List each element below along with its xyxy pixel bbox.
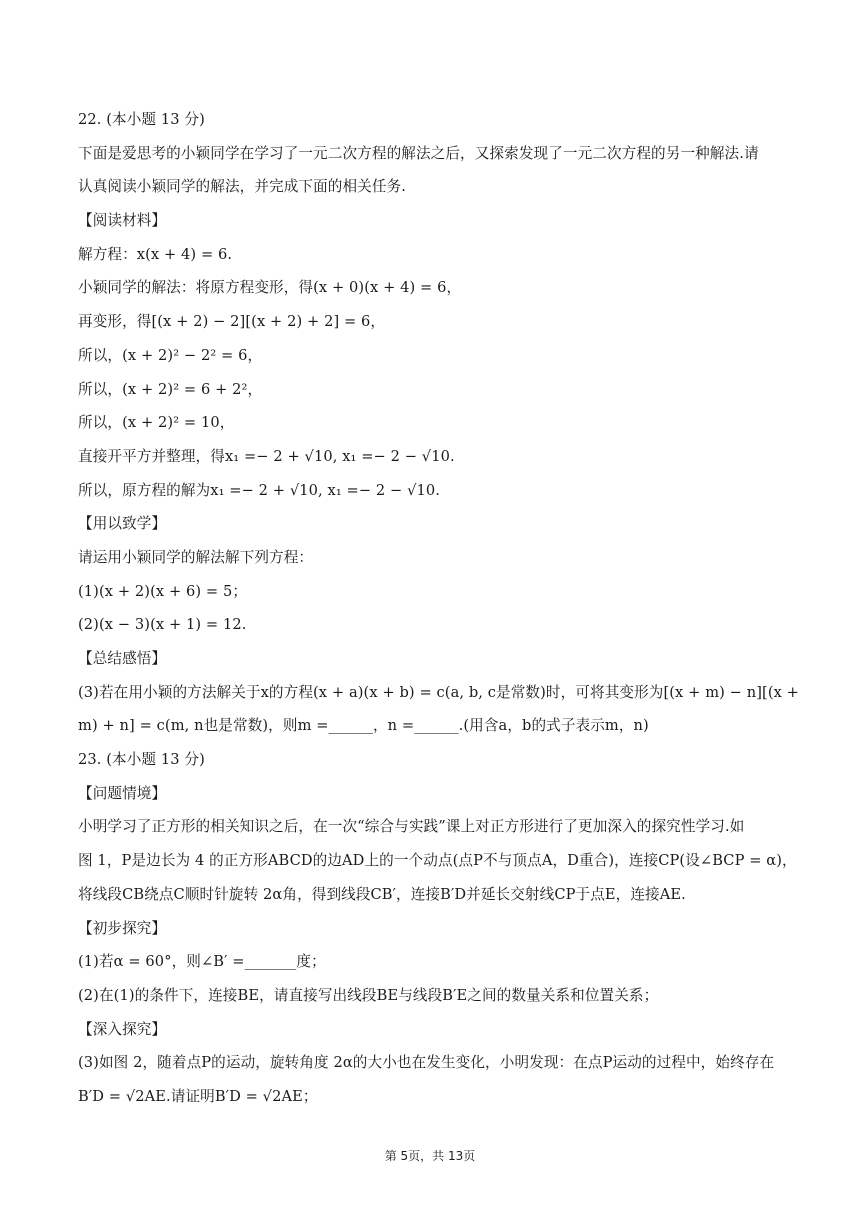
section-heading-deep-exploration: 【深入探究】 [78,1020,167,1038]
task-1: (1)(x + 2)(x + 6) = 5； [78,582,248,600]
q23-task-2: (2)在(1)的条件下，连接BE，请直接写出线段BE与线段B′E之间的数量关系和位置关系； [78,986,659,1004]
question-23-context-line-3: 将线段CB绕点C顺时针旋转 2α角，得到线段CB′，连接B′D并延长交射线CP于点E，连接AE. [78,885,686,903]
solution-step-6: 直接开平方并整理，得x₁ =− 2 + √10, x₁ =− 2 − √10. [78,447,455,465]
question-22-intro-line-1: 下面是爱思考的小颖同学在学习了一元二次方程的解法之后，又探索发现了一元二次方程的另一种解法.请 [78,144,759,162]
page-content [78,110,800,1121]
solution-step-3: 所以，(x + 2)² − 2² = 6， [78,346,263,364]
equation-statement: 解方程：x(x + 4) = 6. [78,245,233,263]
section-heading-reading-material: 【阅读材料】 [78,212,167,230]
apply-instruction: 请运用小颖同学的解法解下列方程： [78,548,314,566]
solution-conclusion: 所以，原方程的解为x₁ =− 2 + √10, x₁ =− 2 − √10. [78,481,441,499]
task-2: (2)(x − 3)(x + 1) = 12. [78,616,247,634]
solution-step-1: 小颖同学的解法：将原方程变形，得(x + 0)(x + 4) = 6， [78,279,462,297]
question-23-context-line-1: 小明学习了正方形的相关知识之后，在一次“综合与实践”课上对正方形进行了更加深入的探究性学习.如 [78,818,745,836]
question-22-header: 22. (本小题 13 分) [78,111,205,128]
task-3-line-1: (3)若在用小颖的方法解关于x的方程(x + a)(x + b) = c(a, b, c是常数)时，可将其变形为[(x + m) − n][(x + [78,683,800,701]
section-heading-problem-context: 【问题情境】 [78,784,167,802]
q23-task-1: (1)若α = 60°，则∠B′ =_______度； [78,953,326,971]
q23-task-3-line-2: B′D = √2AE.请证明B′D = √2AE； [78,1087,318,1105]
section-heading-summary: 【总结感悟】 [78,650,167,667]
question-23-header: 23. (本小题 13 分) [78,751,205,769]
solution-step-2: 再变形，得[(x + 2) − 2][(x + 2) + 2] = 6， [78,313,386,331]
solution-step-5: 所以，(x + 2)² = 10， [78,414,235,432]
task-3-line-2: m) + n] = c(m, n也是常数)，则m =______，n =______.(用含a，b的式子表示m，n) [78,717,649,735]
solution-step-4: 所以，(x + 2)² = 6 + 2²， [78,380,263,398]
question-22-intro-line-2: 认真阅读小颖同学的解法，并完成下面的相关任务. [78,178,407,196]
section-heading-initial-exploration: 【初步探究】 [78,919,167,937]
section-heading-apply: 【用以致学】 [78,515,167,533]
question-23-context-line-2: 图 1，P是边长为 4 的正方形ABCD的边AD上的一个动点(点P不与顶点A，D重合)，连接CP(设∠BCP = α)， [78,852,797,870]
q23-task-3-line-1: (3)如图 2，随着点P的运动，旋转角度 2α的大小也在发生变化，小明发现：在点P运动的过程中，始终存在 [78,1054,775,1072]
page-footer: 第 5页，共 13页 [384,1149,476,1163]
